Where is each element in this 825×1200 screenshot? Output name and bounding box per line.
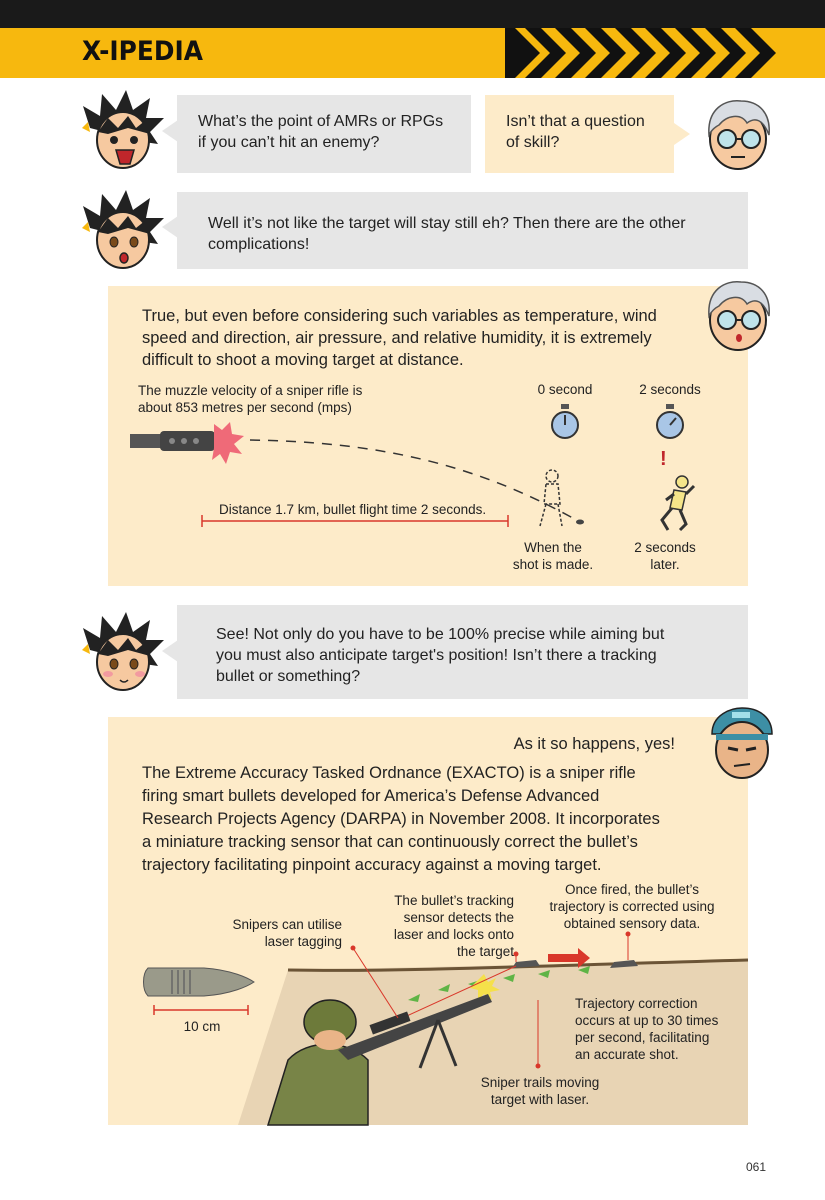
later-line-2: later. [650,557,680,572]
trail-line-1: Sniper trails moving [480,1075,600,1090]
header-top-band [0,0,825,28]
boy-with-cap-icon [702,704,780,784]
bubble-4-line-2: you must also anticipate target's position! Isn’t there a tracking [216,647,657,664]
panel-1-text [142,305,702,371]
speech-bubble-1 [177,95,471,173]
laser-tagging-label [200,916,342,950]
panel-2-line-3: Research Projects Agency (DARPA) in November 2008. It incorporates [142,810,660,828]
once-fired-label [532,881,732,932]
exclaim-mark: ! [660,448,667,470]
trajectory-correction-label [575,995,745,1063]
page-title: X-IPEDIA [82,36,203,67]
zero-second-label: 0 second [537,382,593,397]
bubble-3-tail [162,216,178,238]
speech-bubble-2 [485,95,674,173]
speech-bubble-4 [177,605,748,699]
bubble-4-line-1: See! Not only do you have to be 100% precise while aiming but [216,626,665,643]
muzzle-velocity-label [138,382,408,416]
bubble-2-line-1: Isn’t that a question [506,113,645,130]
later-label [615,539,715,573]
two-seconds-label: 2 seconds [639,382,701,397]
bubble-2-line-2: of skill? [506,134,560,151]
muzzle-line-1: The muzzle velocity of a sniper rifle is [138,383,363,398]
bubble-3-line-2: complications! [208,236,310,253]
spiky-hair-boy-surprised-icon [78,188,168,273]
bubble-1-line-2: if you can’t hit an enemy? [198,134,380,151]
bubble-4-tail [162,640,178,662]
panel-1-line-1: True, but even before considering such variables as temperature, wind [142,307,657,325]
target-person-outline-icon [530,468,570,530]
bubble-3-line-1: Well it’s not like the target will stay still eh? Then there are the other [208,215,686,232]
bullet-size-label: 10 cm [183,1019,221,1034]
corr-line-3: per second, facilitating [575,1030,710,1045]
laser-line-2: laser tagging [264,934,342,949]
sensor-line-3: laser and locks onto [393,927,514,942]
fired-line-3: obtained sensory data. [563,916,701,931]
distance-bracket [200,514,510,528]
panel-2-text [142,762,702,877]
corr-line-2: occurs at up to 30 times [575,1013,719,1028]
target-person-moved-icon [652,474,696,532]
panel-1-line-2: speed and direction, air pressure, and relative humidity, it is extremely [142,329,652,347]
when-shot-label [500,539,606,573]
panel-1-line-3: difficult to shoot a moving target at distance. [142,351,464,369]
stopwatch-icon-2 [654,404,686,440]
when-line-1: When the [524,540,582,555]
panel-2-line-2: firing smart bullets developed for America’s Defense Advanced [142,787,600,805]
later-line-1: 2 seconds [634,540,696,555]
when-line-2: shot is made. [512,557,594,572]
spiky-hair-boy-shouting-icon [78,88,168,173]
sensor-line-2: sensor detects the [403,910,514,925]
corr-line-1: Trajectory correction [575,996,698,1011]
sensor-line-4: the target [456,944,514,959]
chevron-stripe-icon [515,28,825,78]
muzzle-line-2: about 853 metres per second (mps) [138,400,352,415]
fired-line-1: Once fired, the bullet’s [564,882,700,897]
sensor-line-1: The bullet’s tracking [394,893,514,908]
panel-2-line-5: trajectory facilitating pinpoint accuracy against a moving target. [142,856,602,874]
spiky-hair-boy-blush-icon [78,610,168,695]
tracking-sensor-label [370,892,514,960]
panel-2-line-1: The Extreme Accuracy Tasked Ordnance (EXACTO) is a sniper rifle [142,764,636,782]
rifle-muzzle-icon [130,420,250,468]
panel-2-intro: As it so happens, yes! [513,735,675,753]
panel-2-line-4: a miniature tracking sensor that can continuously correct the bullet’s [142,833,638,851]
fired-line-2: trajectory is corrected using [549,899,715,914]
bubble-2-tail [674,123,690,145]
sniper-trails-label [460,1074,620,1108]
corr-line-4: an accurate shot. [575,1047,679,1062]
page-number: 061 [746,1160,767,1174]
laser-line-1: Snipers can utilise [232,917,342,932]
bubble-1-line-1: What’s the point of AMRs or RPGs [198,113,444,130]
speech-bubble-3 [177,192,748,269]
trail-line-2: target with laser. [490,1092,590,1107]
distance-label: Distance 1.7 km, bullet flight time 2 seconds. [219,502,487,517]
bubble-4-line-3: bullet or something? [216,668,361,685]
old-man-glasses-icon [697,95,779,175]
bubble-1-tail [162,120,178,142]
old-man-glasses-icon-2 [697,276,779,356]
